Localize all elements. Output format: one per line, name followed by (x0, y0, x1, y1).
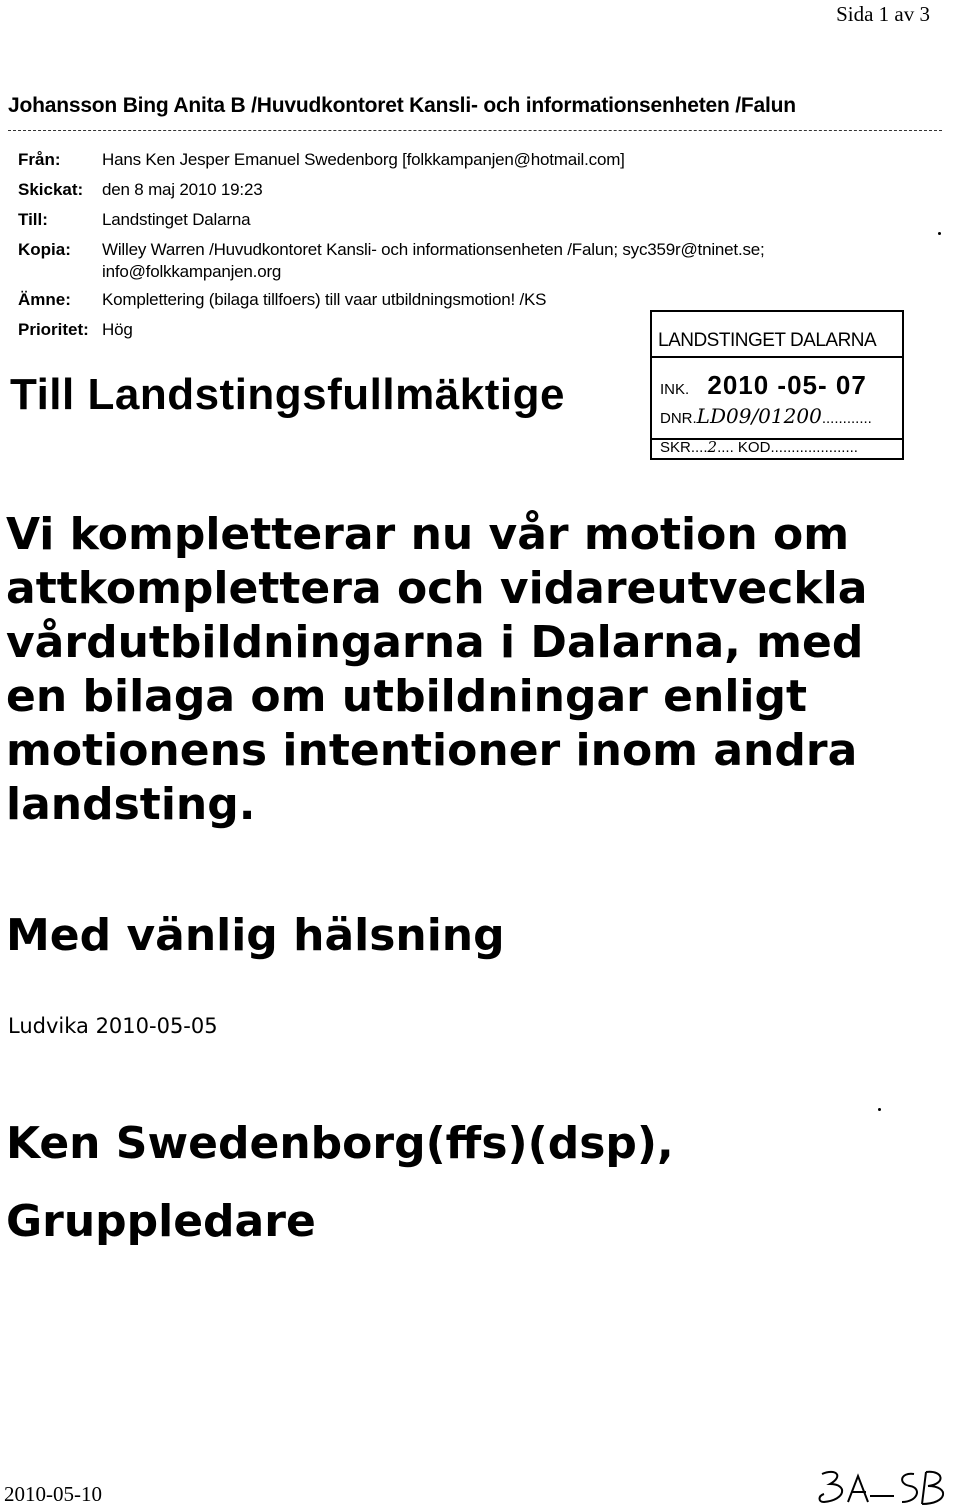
cc-value-line2: info@folkkampanjen.org (102, 262, 282, 281)
cc-value-line1: Willey Warren /Huvudkontoret Kansli- och informationsenheten /Falun; syc359r@tninet.se; (102, 240, 765, 259)
sent-label: Skickat: (18, 180, 84, 199)
stamp-ink-date: 2010 -05- 07 (707, 370, 867, 400)
stamp-ink-label: INK. (660, 381, 690, 398)
email-sender-header: Johansson Bing Anita B /Huvudkontoret Kansli- och informationsenheten /Falun (8, 94, 796, 117)
header-divider (8, 130, 942, 131)
stamp-header: LANDSTINGET DALARNA (652, 312, 902, 358)
from-label: Från: (18, 150, 61, 169)
scan-speck (878, 1108, 881, 1111)
scan-speck (938, 232, 941, 235)
received-stamp (650, 310, 904, 460)
sent-value: den 8 maj 2010 19:23 (102, 180, 263, 199)
letter-body: Vi kompletterar nu vår motion om attkomplettera och vidareutveckla vårdutbildningarna i Dalarna, med en bilaga om utbildningar enligt motionens intentioner inom andra landsting. (6, 509, 868, 830)
subject-label: Ämne: (18, 290, 71, 309)
to-value: Landstinget Dalarna (102, 210, 251, 229)
stamp-skr-row: SKR....2.... KOD..................... (660, 438, 858, 456)
to-label: Till: (18, 210, 48, 229)
stamp-dnr-label: DNR. (660, 410, 697, 427)
from-value: Hans Ken Jesper Emanuel Swedenborg [folkkampanjen@hotmail.com] (102, 150, 625, 169)
letter-greeting: Med vänlig hälsning (6, 910, 505, 961)
subject-value: Komplettering (bilaga tillfoers) till vaar utbildningsmotion! /KS (102, 290, 547, 309)
handwritten-initials-signature (810, 1466, 960, 1512)
signer-name: Ken Swedenborg(ffs)(dsp), (6, 1118, 674, 1169)
stamp-dnr-value: LD09/01200 (696, 404, 822, 428)
page-number: Sida 1 av 3 (836, 2, 930, 26)
letter-title: Till Landstingsfullmäktige (10, 370, 565, 419)
stamp-kod-label: KOD (737, 439, 771, 456)
place-and-date: Ludvika 2010-05-05 (8, 1014, 218, 1038)
priority-label: Prioritet: (18, 320, 89, 339)
cc-label: Kopia: (18, 240, 71, 259)
stamp-dnr-row: DNR.LD09/01200............ (660, 404, 872, 428)
stamp-skr-value: 2 (707, 438, 718, 456)
priority-value: Hög (102, 320, 133, 339)
print-date: 2010-05-10 (4, 1482, 102, 1506)
stamp-ink-row (660, 370, 867, 401)
stamp-skr-label: SKR. (660, 439, 696, 456)
signer-role: Gruppledare (6, 1196, 316, 1247)
